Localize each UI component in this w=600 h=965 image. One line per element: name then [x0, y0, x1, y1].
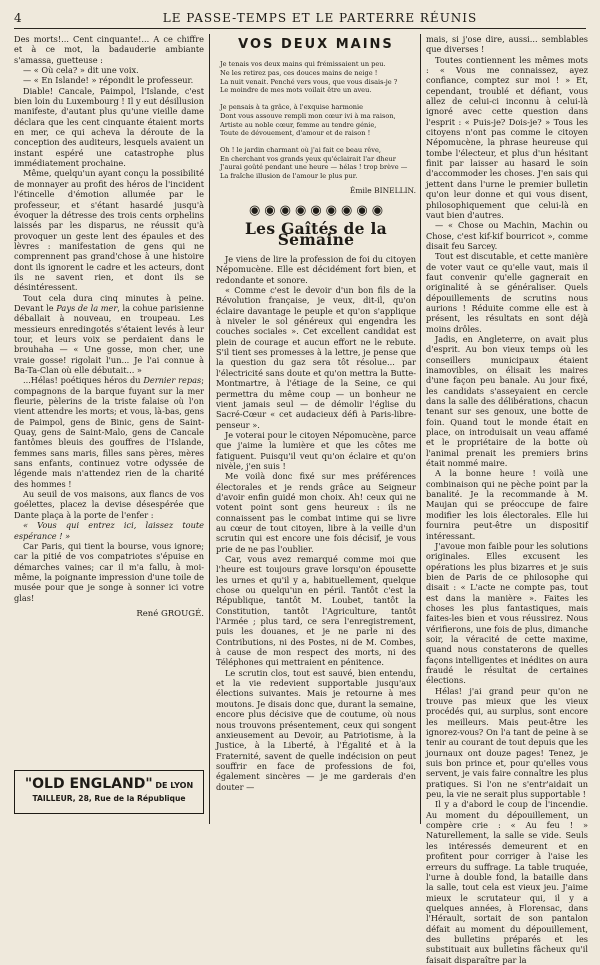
poem-author: Émile BINELLIN. — [349, 185, 416, 195]
author-signature: René GROUGÉ. — [136, 608, 204, 619]
poem-line: En cherchant vos grands yeux qu'éclairait l'ar dheur — [220, 154, 396, 163]
poem-line: Toute de dévouement, d'amour et de raison ! — [220, 129, 371, 138]
paragraph: Toutes contiennent les mêmes mots : « Vous me connaissez, ayez confiance, comptez sur moi ! » Et, cependant, troublé et défiant, vous allez de celui-ci inconnu à celui-là ignoré avec cette question dans l'esprit : « Puis-je? Dois-je? » Tous les citoyens n'ont pas comme le citoyen Népomucène, la phrase heureuse qui tombe l'électeur, et plus d'un hésitant finit par laisser au hasard le soin d'accommoder les choses. J'en sais qui jettent dans l'urne le premier bulletin qu'on leur donne et qui vous disent, philosophiquement que celui-là en vaut bien d'autres. — [426, 54, 588, 220]
article-title: Les Gaîtés de la Semaine — [244, 219, 388, 249]
column-2 — [216, 34, 416, 792]
column-1 — [14, 34, 204, 619]
paragraph: Je viens de lire la profession de foi du citoyen Népomucène. Elle est décidément fort bien, et redondante et sonore. — [216, 254, 416, 285]
column-rule-left — [209, 34, 210, 824]
poem-line: Oh ! le jardin charmant où j'ai fait ce beau rêve, — [220, 146, 381, 155]
paragraph: A la bonne heure ! voilà une combinaison qui ne pèche point par la banalité. Je la recommande à M. Maujan qui se préoccupe de faire modifier les lois électorales. Elle lui fournira peut-être un dispositif intéressant. — [426, 468, 588, 541]
ornament-icon: ◉ — [264, 203, 276, 218]
italic-title: Dernier repas — [143, 375, 202, 386]
paragraph: Des morts!... Cent cinquante!... A ce chiffre et à ce mot, la badauderie ambiante s'amassa, guetteuse : — [14, 34, 204, 65]
paragraph: Me voilà donc fixé sur mes préférences électorales et je rends grâce au Seigneur d'avoir enfin guidé mon choix. Ah! ceux qui ne votent point sont gens heureux : ils ne connaissent pas le combat intime qui se livre au cœur de tout citoyen, libre à la veille d'un scrutin qui est encore une fois décisif, je vous prie de ne pas l'oublier. — [216, 471, 416, 554]
paragraph: Car Paris, qui tient la bourse, vous ignore; car la pitié de vos compatriotes s'épuise en démarches vaines; car il m'a fallu, à moi-même, la poignante impression d'une toile de musée pour que je songe à sonner ici votre glas! — [14, 540, 204, 603]
paragraph: ...Hélas! poétiques héros du Dernier repas; compagnons de la barque fuyant sur la mer fleurie, pèlerins de la triste falaise où l'on vient attendre les morts; et vous, là-bas, gens de Paimpol, gens de Binic, gens de Saint-Quay, gens de Saint-Malo, gens de Cancale fantômes bleuis des gouffres de l'Islande, femmes sans maris, filles sans pères, mères sans enfants, continuez votre odyssée de légende mais n'attendez rien de la charité des hommes ! — [14, 375, 204, 489]
poem-line: Dont vous assouve rempli mon cœur ivi à ma raison, — [220, 111, 396, 120]
paragraph: Tout est discutable, et cette manière de voter vaut ce qu'elle vaut, mais il faut convenir qu'elle gagnerait en originalité à se généraliser. Quels dépouillements de scrutins nous aurions ! Réduite comme elle est à présent, les résultats en sont déjà moins drôles. — [426, 251, 588, 334]
poem-line: Ne les retirez pas, ces douces mains de neige ! — [220, 68, 378, 77]
poem-line: Artiste au noble cœur, femme au tendre génie, — [220, 120, 377, 129]
poem-line: Je pensais à ta grâce, à l'exquise harmonie — [220, 103, 364, 112]
ornament-row — [216, 203, 416, 218]
ornament-icon: ◉ — [356, 203, 368, 218]
ad-address: TAILLEUR, 28, Rue de la République — [32, 794, 186, 803]
paragraph: Hélas! j'ai grand peur qu'on ne trouve pas mieux que les vieux procédés qui, au surplus, sont encore les meilleurs. Mais peut-être les ignorez-vous? On l'a tant de peine à se tenir au courant de tout depuis que les journaux ont douze pages! Tenez, je suis bon prince et, pour qu'elles vous servent, je vais faire connaître les plus pratiques. Si l'on ne s'entr'aidait un peu, la vie ne serait plus supportable ! — [426, 685, 588, 800]
paragraph: mais, si j'ose dire, aussi... semblables que diverses ! — [426, 34, 588, 55]
ad-brand: "OLD ENGLAND" DE LYON — [24, 776, 194, 792]
poem-line: J'aurai goûté pendant une heure — hélas ! trop brève — — [220, 163, 408, 172]
paragraph: Il y a d'abord le coup de l'incendie. Au moment du dépouillement, un compère crie : « Au feu ! » Naturellement, la salle se vide. Seuls les intéressés demeurent et en profitent pour corriger à l'aise les erreurs du suffrage. La table truquée, l'urne à double fond, la bataille dans la salle, tout cela est vieux jeu. J'aime mieux le scrutateur qui, il y a quelques années, à Florensac, dans l'Hérault, sortait de son pantalon défait au moment du dépouillement, des bulletins préparés et les substituait aux bulletins fâcheux qu'il faisait disparaître par la — [426, 799, 588, 965]
paragraph: Diable! Cancale, Paimpol, l'Islande, c'est bien loin du Luxembourg ! Il y eut désillusion manifeste, d'autant plus qu'une vieille dame déclara que les cent cinquante étaient morts en mer, ce qui acheva la déroute de la conception des auditeurs, lesquels avaient un instant espéré une catastrophe plus immédiatement prochaine. — [14, 85, 204, 169]
ornament-icon: ◉ — [310, 203, 322, 218]
paragraph: Tout cela dura cinq minutes à peine. Devant le Pays de la mer, la cohue parisienne déballait à nouveau, en troupeau. Les messieurs enredingotés s'étaient levés à leur tour, et leurs voix se perdaient dans le brouhaha — « Une gosse, mon cher, une vraie gosse! rigolait l'un... Je l'ai connue à Ba-Ta-Clan où elle débutait... » — [14, 292, 204, 375]
poem-line: Je tenais vos deux mains qui frémissaient un peu. — [220, 60, 386, 69]
ornament-icon: ◉ — [341, 203, 353, 218]
page-number: 4 — [14, 11, 23, 25]
journal-title: LE PASSE-TEMPS ET LE PARTERRE RÉUNIS — [162, 11, 478, 25]
paragraph: Je voterai pour le citoyen Népomucène, parce que j'aime la lumière et que les côtes me fatiguent. Puisqu'il veut qu'on éclaire et qu'on nivèle, j'en suis ! — [216, 429, 416, 471]
paragraph: Même, quelqu'un ayant conçu la possibilité de monnayer au profit des héros de l'incident l'étincelle d'émotion allumée par le professeur, et s'étant hasardé jusqu'à évoquer la détresse des trois cents orphelins laissés par les disparus, ne réussit qu'à provoquer un geste lent des épaules et des lèvres : manifestation de gens qui ne comprennent pas grand'chose à une histoire dont ils ignorent le cadre et les acteurs, dont ils ne savent rien, et dont ils se désintéressent. — [14, 168, 204, 293]
paragraph: Jadis, en Angleterre, on avait plus d'esprit. Au bon vieux temps où les conseillers municipaux étaient inamovibles, on élisait les maires d'une façon peu banale. Au jour fixé, les candidats s'asseyaient en cercle dans la salle des délibérations, chacun tenant sur ses genoux, une botte de foin. Quand tout le monde était en place, on introduisait un veau affamé et le propriétaire de la botte où l'animal prenait les premiers brins était nommé maire. — [426, 333, 588, 469]
paragraph: Car, vous avez remarqué comme moi que l'heure est toujours grave lorsqu'on épousette les urnes et qu'il y a, habituellement, quelque chose ou quelqu'un en péril. Tantôt c'est la République, tantôt M. Loubet, tantôt la Constitution, tantôt l'Agriculture, tantôt l'Armée ; plus tard, ce sera l'enregistrement, puis les douanes, et je ne parle ni des Contributions, ni des Postes, ni de M. Combes, à cause de mon respect des morts, ni des Téléphones qui mettraient en pénitence. — [216, 554, 416, 668]
poem-line — [220, 138, 416, 147]
ornament-icon: ◉ — [294, 203, 307, 218]
quotation: « Vous qui entrez ici, laissez toute espérance ! » — [14, 520, 204, 541]
paragraph: Au seuil de vos maisons, aux flancs de vos goélettes, placez la devise désespérée que Dante plaça à la porte de l'enfer : — [14, 489, 204, 520]
paragraph: — « Chose ou Machin, Machin ou Chose, c'est kif-kif bourricot », comme disait feu Sarcey. — [426, 220, 588, 251]
poem-title: VOS DEUX MAINS — [238, 37, 394, 52]
paragraph: « Comme c'est le devoir d'un bon fils de la Révolution française, je veux, dit-il, qu'on éclaire davantage le peuple et qu'on s'applique à niveler le sol généreux qui engendra les couches sociales ». Cet excellent candidat est plein de courage et aucun effort ne le rebute. S'il tient ses promesses à la lettre, je pense que la question du gaz sera tôt résolue... par l'électricité sans doute et qu'on mettra la Butte-Montmartre, à l'étiage de la Seine, ce qui permettra du même coup — un bonheur ne vient jamais seul — de démolir l'église du Sacré-Cœur « cet audacieux défi à Paris-libre-penseur ». — [216, 285, 416, 430]
ornament-icon: ◉ — [371, 203, 384, 218]
poem-line: La fraîche illusion de l'amour le plus pur. — [220, 172, 358, 181]
ornament-icon: ◉ — [279, 203, 291, 218]
advertisement — [14, 770, 204, 814]
paragraph: J'avoue mon faible pour les solutions originales. Elles excusent les opérations les plus bizarres et je suis bien de Paris de ce philosophe qui disait : « L'acte ne compte pas, tout est dans la manière ». Faites les choses les plus fantastiques, mais faites-les bien et vous réussirez. Nous vérifierons, une fois de plus, dimanche soir, la véracité de cette maxime, quand nous constaterons de quelles façons intelligentes et inédites on aura fraudé le résultat de certaines élections. — [426, 540, 588, 686]
paragraph: — « En Islande! » répondit le professeur. — [23, 75, 194, 86]
header-rule — [14, 28, 586, 29]
column-3 — [426, 34, 588, 965]
running-header — [14, 11, 586, 27]
poem-line: Le moindre de mes mots voilait être un aveu. — [220, 86, 372, 95]
paragraph: — « Où cela? » dit une voix. — [23, 65, 139, 76]
poem-line: La nuit venait. Penché vers vous, que vous disais-je ? — [220, 77, 398, 86]
ornament-icon: ◉ — [248, 203, 261, 218]
paragraph: Le scrutin clos, tout est sauvé, bien entendu, et la vie redevient supportable jusqu'aux élections suivantes. Mais je retourne à mes moutons. Je disais donc que, durant la semaine, encore plus décisive que de coutume, où nous nous trouvons présentement, ceux qui songent anxieusement au Devoir, au Patriotisme, à la Justice, à la Liberté, à l'Égalité et à la Fraternité, savent de quelle indécision on peut souffrir en face de professions de foi, également sincères — je me garderais d'en douter — — [216, 667, 416, 792]
poem — [220, 60, 416, 180]
ornament-icon: ◉ — [325, 203, 338, 218]
column-rule-right — [420, 34, 421, 824]
italic-title: Pays de la mer — [56, 302, 118, 313]
